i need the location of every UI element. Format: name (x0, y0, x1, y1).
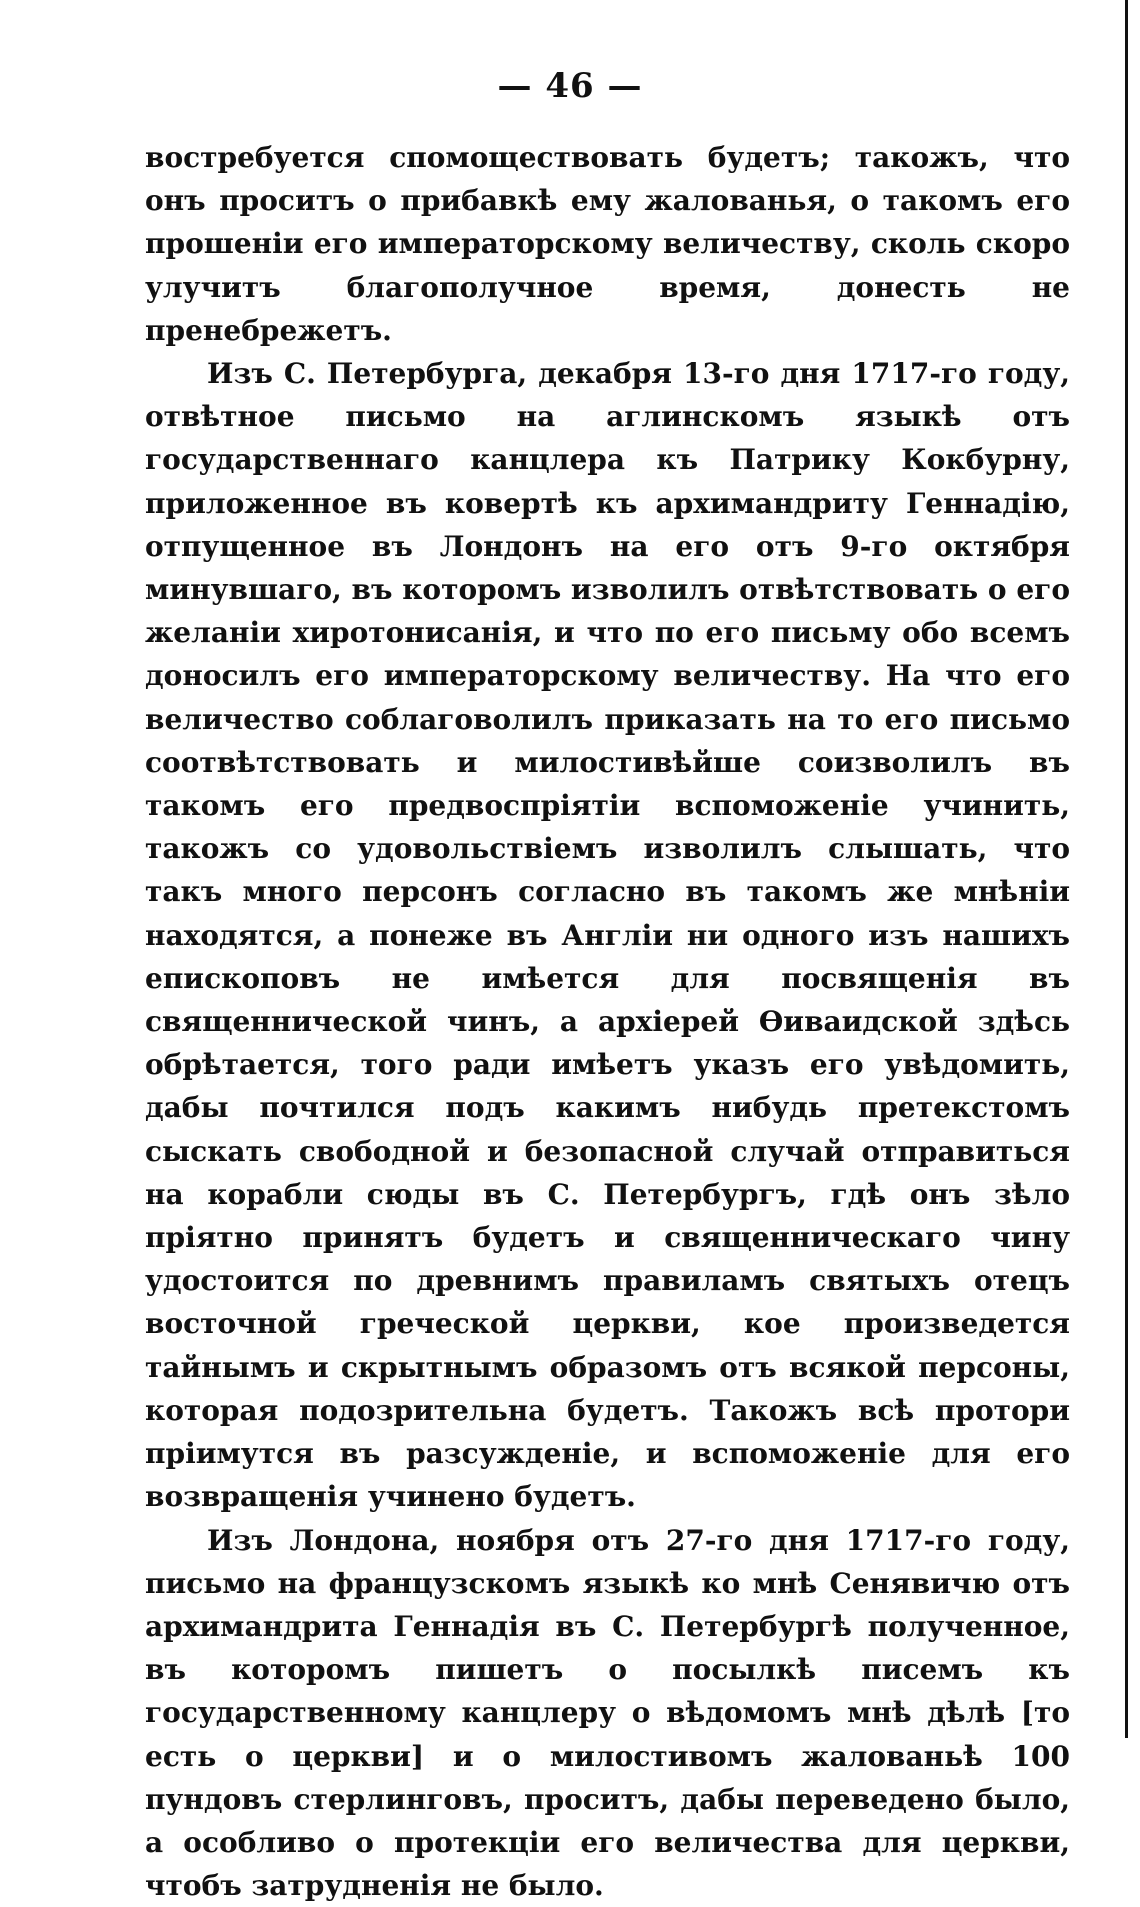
paragraph-petersburg-letter: Изъ С. Петербурга, декабря 13-го дня 1717-го году, отвѣтное письмо на аглинскомъ языкѣ отъ государственнаго канцлера къ Патрику Кокбурну, приложенное въ ковертѣ къ архимандриту Геннадію, отпущенное въ Лондонъ на его отъ 9-го октября минувшаго, въ которомъ изволилъ отвѣтствовать о его желаніи хиротонисанія, и что по его письму обо всемъ доносилъ его императорскому величеству. На что его величество соблаговолилъ приказать на то его письмо соотвѣтствовать и милостивѣйше соизволилъ въ такомъ его предвоспріятіи вспоможеніе учинить, такожъ со удовольствіемъ изволилъ слышать, что такъ много персонъ согласно въ такомъ же мнѣніи находятся, а понеже въ Англіи ни одного изъ нашихъ епископовъ не имѣется для посвященія въ священнической чинъ, а архіерей Ѳиваидской здѣсь обрѣтается, того ради имѣетъ указъ его увѣдомить, дабы почтился подъ какимъ нибудь претекстомъ сыскать свободной и безопасной случай отправиться на корабли сюды въ С. Петербургъ, гдѣ онъ зѣло пріятно принятъ будетъ и священническаго чину удостоится по древнимъ правиламъ святыхъ отецъ восточной греческой церкви, кое произведется тайнымъ и скрытнымъ образомъ отъ всякой персоны, которая подозрительна будетъ. Такожъ всѣ протори пріимутся въ разсужденіе, и вспоможеніе для его возвращенія учинено будетъ. (145, 352, 1070, 1518)
page-edge-line (1125, 0, 1128, 1738)
body-text (145, 136, 1070, 1907)
paragraph-continuation: востребуется спомоществовать будетъ; такожъ, что онъ проситъ о прибавкѣ ему жалованья, о такомъ его прошеніи его императорскому величеству, сколь скоро улучитъ благополучное время, донесть не пренебрежетъ. (145, 136, 1070, 352)
paragraph-london-letter: Изъ Лондона, ноября отъ 27-го дня 1717-го году, письмо на французскомъ языкѣ ко мнѣ Сенявичю отъ архимандрита Геннадія въ С. Петербургѣ полученное, въ которомъ пишетъ о посылкѣ писемъ къ государственному канцлеру о вѣдомомъ мнѣ дѣлѣ [то есть о церкви] и о милостивомъ жалованьѣ 100 пундовъ стерлинговъ, проситъ, дабы переведено было, а особливо о протекціи его величества для церкви, чтобъ затрудненія не было. (145, 1519, 1070, 1907)
page-number: — 46 — (0, 64, 1140, 108)
